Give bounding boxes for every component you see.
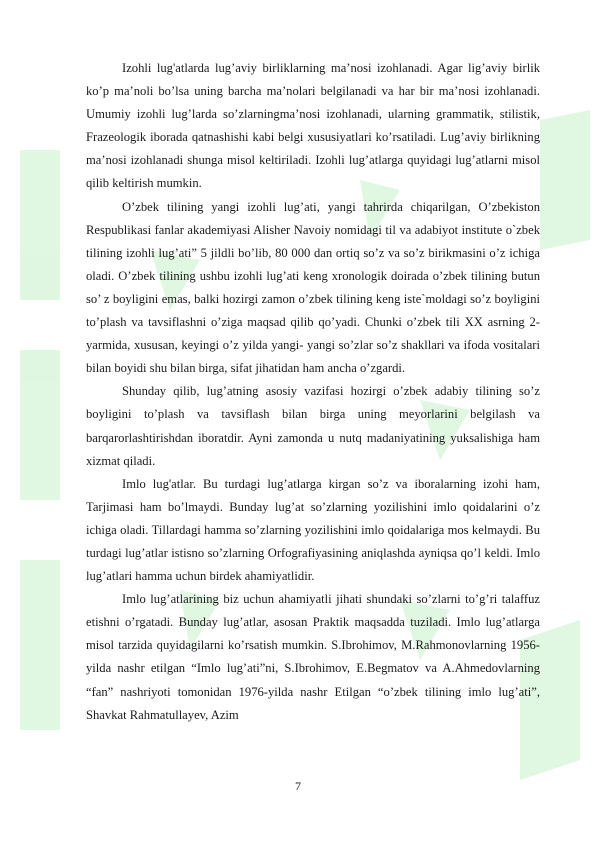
paragraph: Shunday qilib, lug’atning asosiy vazifasi hozirgi o’zbek adabiy tilining so’z boyligini to’plash va tavsiflash bilan birga uning meyorlarini belgilash va barqarorlashtirishdan iboratdir. Ayni zamonda u nutq madaniyatining yuksalishiga ham xizmat qiladi.: [86, 384, 540, 468]
page-number: 7: [295, 779, 301, 793]
body-text: [86, 57, 540, 727]
paragraph: O’zbek tilining yangi izohli lug’ati, yangi tahrirda chiqarilgan, O’zbekiston Respublikasi fanlar akademiyasi Alisher Navoiy nomidagi til va adabiyot institute o`zbek tilining izohli lug’ati” 5 jildli bo’lib, 80 000 dan ortiq so’z va so’z birikmasini o’z ichiga oladi. O’zbek tilining ushbu izohli lug’ati keng xronologik doirada o’zbek tilining butun so’ z boyligini emas, balki hozirgi zamon o’zbek tilining keng iste`moldagi so’z boyligini to’plash va tavsiflashni o’ziga maqsad qilib qo’yadi. Chunki o’zbek tili XX asrning 2-yarmida, xususan, keyingi o’z yilda yangi- yangi so’zlar so’z shakllari va ifoda vositalari bilan boyidi shu bilan birga, sifat jihatidan ham ancha o’zgardi.: [86, 199, 540, 376]
paragraph: Izohli lug'atlarda lug’aviy birliklarning ma’nosi izohlanadi. Agar lig’aviy birlik ko’p ma’noli bo’lsa uning barcha ma’nolari belgilanadi va har bir ma’nosi izohlanadi. Umumiy izohli lug’larda so’zlarningma’nosi izohlanadi, ularning grammatik, stilistik, Frazeologik iborada qatnashishi kabi belgi xususiyatlari ko’rsatiladi. Lug’aviy birlikning ma’nosi izohlanadi shunga misol keltiriladi. Izohli lug’atlarga quyidagi lug’atlarni misol qilib keltirish mumkin.: [86, 61, 540, 191]
paragraph: Imlo lug’atlarining biz uchun ahamiyatli jihati shundaki so’zlarni to’g’ri talaffuz etishni o’rgatadi. Bunday lug’atlar, asosan Praktik maqsadda tuziladi. Imlo lug’atlarga misol tarzida quyidagilarni ko’rsatish mumkin. S.Ibrohimov, M.Rahmonovlarning 1956-yilda nashr etilgan “Imlo lug’ati”ni, S.Ibrohimov, E.Begmatov va A.Ahmedovlarning “fan” nashriyoti tomonidan 1976-yilda nashr Etilgan “o’zbek tilining imlo lug’ati”, Shavkat Rahmatullayev, Azim: [86, 592, 540, 722]
paragraph: Imlo lug'atlar. Bu turdagi lug’atlarga kirgan so’z va iboralarning izohi ham, Tarjimasi ham bo’lmaydi. Bunday lug’at so’zlarning yozilishini imlo qoidalarini o’z ichiga oladi. Tillardagi hamma so’zlarning yozilishini imlo qoidalariga mos kelmaydi. Bu turdagi lug’atlar istisno so’zlarning Orfografiyasining aniqlashda ayniqsa qo’l keldi. Imlo lug’atlari hamma uchun birdek ahamiyatlidir.: [86, 476, 540, 584]
